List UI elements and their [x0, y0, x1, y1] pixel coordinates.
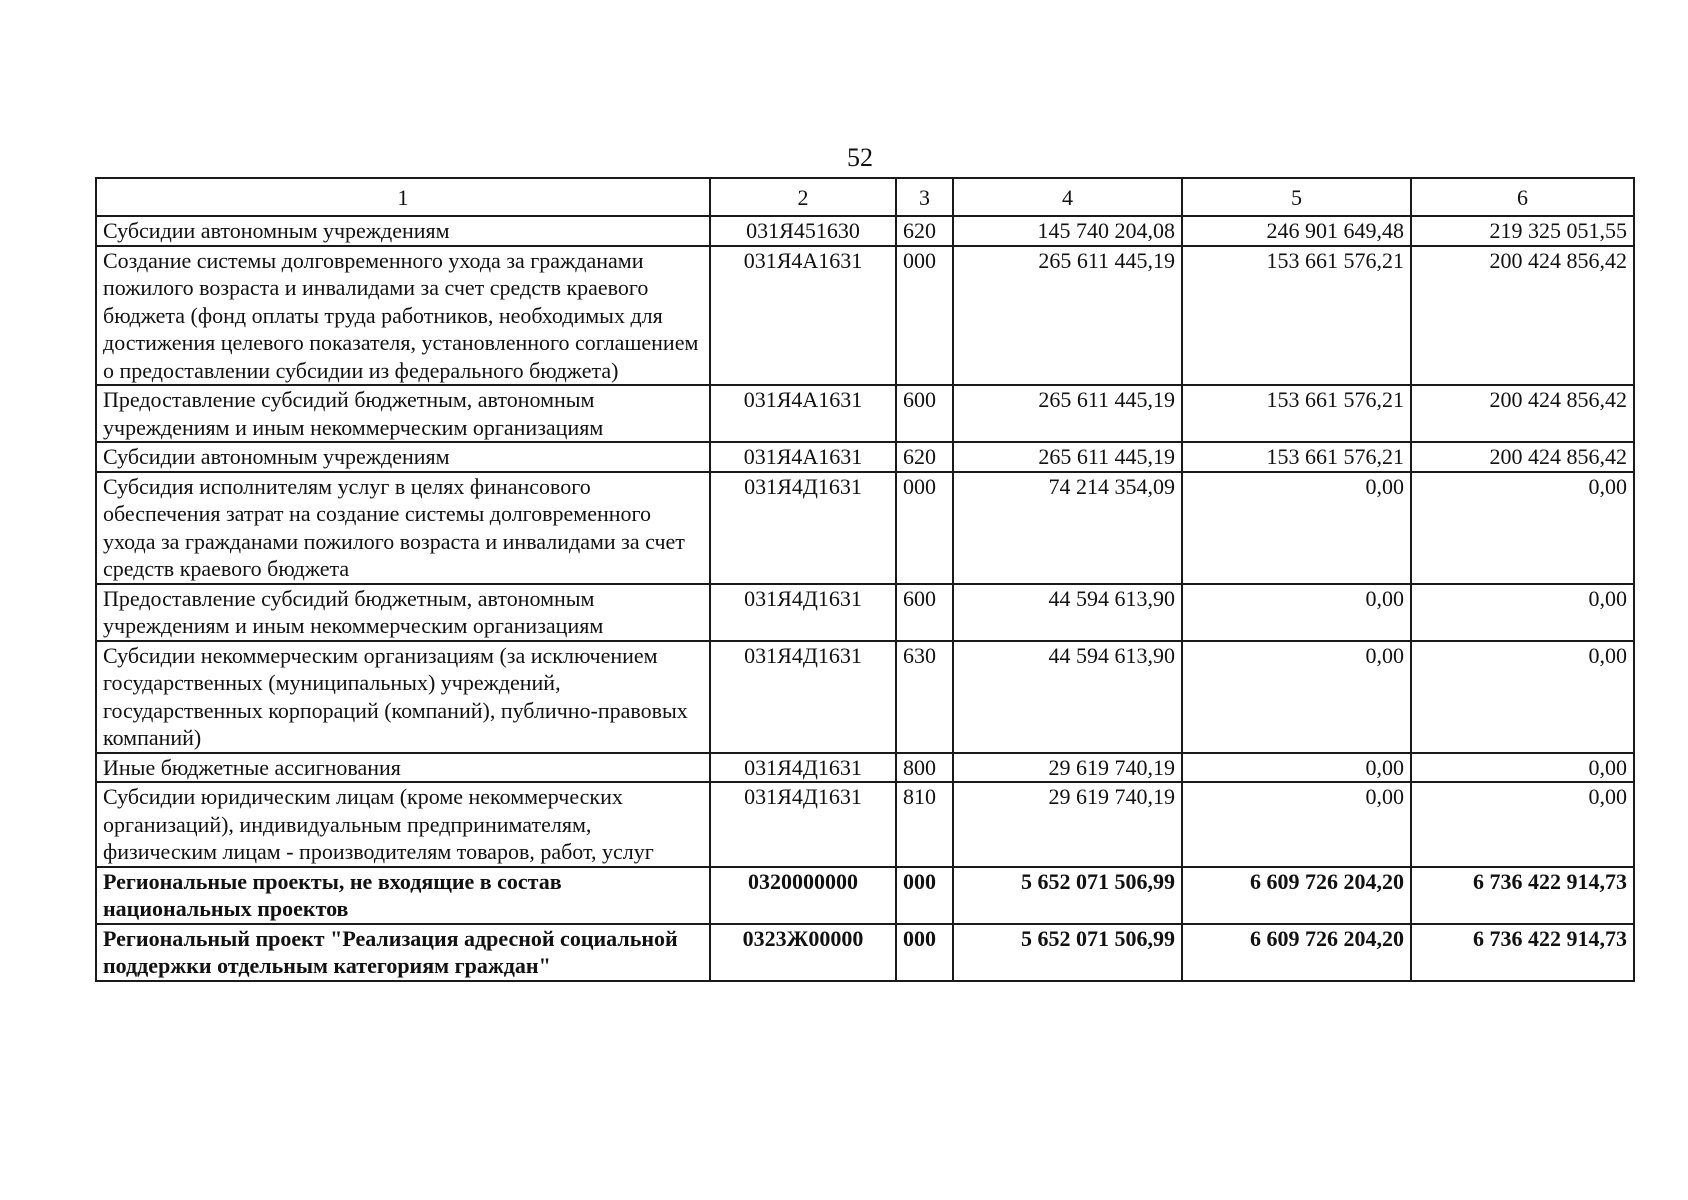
column-header: 6 — [1411, 178, 1634, 216]
table-row — [96, 442, 1634, 472]
amount-col4: 265 611 445,19 — [953, 246, 1182, 386]
amount-col5: 153 661 576,21 — [1182, 246, 1411, 386]
amount-col5: 0,00 — [1182, 753, 1411, 783]
column-header: 3 — [896, 178, 953, 216]
table-row — [96, 782, 1634, 867]
expense-type-code: 600 — [896, 385, 953, 442]
amount-col6: 200 424 856,42 — [1411, 246, 1634, 386]
table-row — [96, 641, 1634, 753]
amount-col4: 29 619 740,19 — [953, 753, 1182, 783]
item-name: Субсидии некоммерческим организациям (за исключением государственных (муниципальных) учреждений, государственных корпораций (компаний), публично-правовых компаний) — [96, 641, 710, 753]
target-code: 031Я4Д1631 — [710, 584, 896, 641]
amount-col6: 200 424 856,42 — [1411, 442, 1634, 472]
amount-col6: 0,00 — [1411, 472, 1634, 584]
target-code: 031Я4А1631 — [710, 385, 896, 442]
target-code: 031Я4Д1631 — [710, 753, 896, 783]
expense-type-code: 600 — [896, 584, 953, 641]
amount-col4: 29 619 740,19 — [953, 782, 1182, 867]
item-name: Иные бюджетные ассигнования — [96, 753, 710, 783]
amount-col5: 6 609 726 204,20 — [1182, 924, 1411, 981]
table-row — [96, 753, 1634, 783]
expense-type-code: 620 — [896, 442, 953, 472]
table-row — [96, 867, 1634, 924]
table-row — [96, 385, 1634, 442]
item-name: Предоставление субсидий бюджетным, автономным учреждениям и иным некоммерческим организациям — [96, 584, 710, 641]
expense-type-code: 000 — [896, 924, 953, 981]
amount-col4: 5 652 071 506,99 — [953, 867, 1182, 924]
amount-col5: 0,00 — [1182, 641, 1411, 753]
expense-type-code: 000 — [896, 246, 953, 386]
amount-col5: 0,00 — [1182, 584, 1411, 641]
page-number: 52 — [847, 143, 873, 172]
amount-col6: 6 736 422 914,73 — [1411, 924, 1634, 981]
target-code: 031Я451630 — [710, 216, 896, 246]
expense-type-code: 000 — [896, 867, 953, 924]
table-row — [96, 246, 1634, 386]
amount-col5: 153 661 576,21 — [1182, 385, 1411, 442]
amount-col4: 265 611 445,19 — [953, 442, 1182, 472]
amount-col6: 219 325 051,55 — [1411, 216, 1634, 246]
budget-table — [95, 177, 1635, 982]
target-code: 0320000000 — [710, 867, 896, 924]
target-code: 031Я4А1631 — [710, 442, 896, 472]
table-row — [96, 472, 1634, 584]
amount-col6: 6 736 422 914,73 — [1411, 867, 1634, 924]
column-header: 4 — [953, 178, 1182, 216]
amount-col6: 0,00 — [1411, 782, 1634, 867]
item-name: Региональные проекты, не входящие в состав национальных проектов — [96, 867, 710, 924]
amount-col5: 0,00 — [1182, 472, 1411, 584]
column-header: 5 — [1182, 178, 1411, 216]
expense-type-code: 630 — [896, 641, 953, 753]
table-row — [96, 924, 1634, 981]
item-name: Предоставление субсидий бюджетным, автономным учреждениям и иным некоммерческим организациям — [96, 385, 710, 442]
amount-col6: 200 424 856,42 — [1411, 385, 1634, 442]
column-header: 1 — [96, 178, 710, 216]
target-code: 0323Ж00000 — [710, 924, 896, 981]
item-name: Субсидии автономным учреждениям — [96, 442, 710, 472]
target-code: 031Я4Д1631 — [710, 472, 896, 584]
item-name: Региональный проект "Реализация адресной социальной поддержки отдельным категориям граждан" — [96, 924, 710, 981]
expense-type-code: 620 — [896, 216, 953, 246]
amount-col4: 145 740 204,08 — [953, 216, 1182, 246]
table-row — [96, 216, 1634, 246]
amount-col4: 44 594 613,90 — [953, 584, 1182, 641]
amount-col6: 0,00 — [1411, 641, 1634, 753]
item-name: Создание системы долговременного ухода за гражданами пожилого возраста и инвалидами за счет средств краевого бюджета (фонд оплаты труда работников, необходимых для достижения целевого показателя, установленного соглашением о предоставлении субсидии из федерального бюджета) — [96, 246, 710, 386]
amount-col4: 74 214 354,09 — [953, 472, 1182, 584]
amount-col5: 6 609 726 204,20 — [1182, 867, 1411, 924]
header-row — [96, 178, 1634, 216]
amount-col5: 246 901 649,48 — [1182, 216, 1411, 246]
item-name: Субсидии автономным учреждениям — [96, 216, 710, 246]
target-code: 031Я4А1631 — [710, 246, 896, 386]
target-code: 031Я4Д1631 — [710, 782, 896, 867]
amount-col4: 265 611 445,19 — [953, 385, 1182, 442]
table-row — [96, 584, 1634, 641]
amount-col5: 0,00 — [1182, 782, 1411, 867]
amount-col6: 0,00 — [1411, 753, 1634, 783]
column-header: 2 — [710, 178, 896, 216]
expense-type-code: 000 — [896, 472, 953, 584]
amount-col6: 0,00 — [1411, 584, 1634, 641]
target-code: 031Я4Д1631 — [710, 641, 896, 753]
amount-col4: 5 652 071 506,99 — [953, 924, 1182, 981]
expense-type-code: 800 — [896, 753, 953, 783]
item-name: Субсидия исполнителям услуг в целях финансового обеспечения затрат на создание системы долговременного ухода за гражданами пожилого возраста и инвалидами за счет средств краевого бюджета — [96, 472, 710, 584]
amount-col4: 44 594 613,90 — [953, 641, 1182, 753]
table-body — [96, 216, 1634, 981]
expense-type-code: 810 — [896, 782, 953, 867]
amount-col5: 153 661 576,21 — [1182, 442, 1411, 472]
item-name: Субсидии юридическим лицам (кроме некоммерческих организаций), индивидуальным предпринимателям, физическим лицам - производителям товаров, работ, услуг — [96, 782, 710, 867]
